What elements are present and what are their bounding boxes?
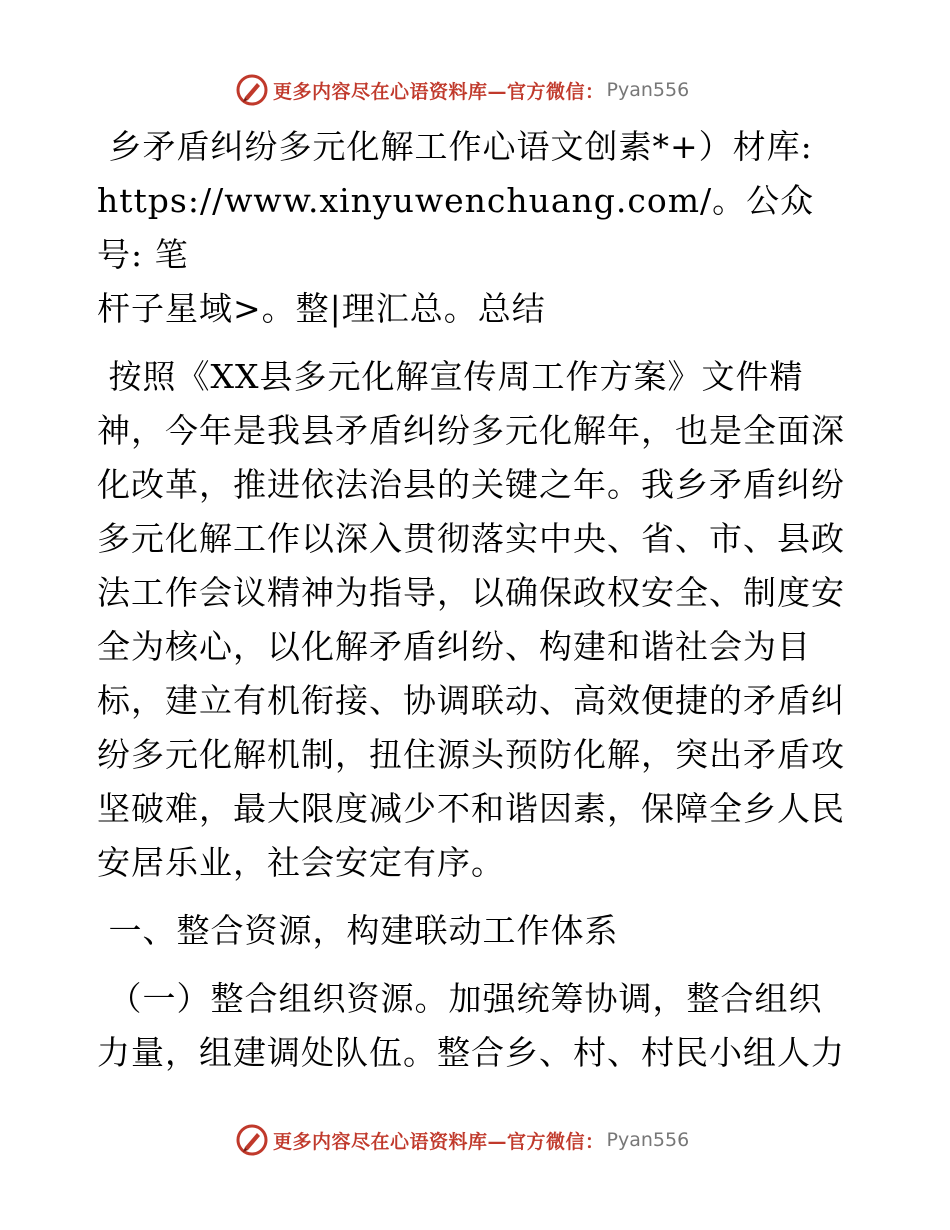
watermark-account: Pyan556 [606,79,690,101]
body-paragraph-1: 按照《XX县多元化解宣传周工作方案》文件精 神，今年是我县矛盾纠纷多元化解年，也是全面深 化改革，推进依法治县的关键之年。我乡矛盾纠纷 多元化解工作以深入贯彻落实中央、省、市、县政 法工作会议精神为指导，以确保政权安全、制度安 全为核心，以化解矛盾纠纷、构建和谐社会为目 标，建立有机衔接、协调联动、高效便捷的矛盾纠 纷多元化解机制，扭住源头预防化解，突出矛盾攻 坚破难，最大限度减少不和谐因素，保障全乡人民 安居乐业，社会安定有序。 [97,357,845,882]
footer-watermark [235,1120,689,1160]
watermark-text: 更多内容尽在心语资料库—官方微信： [273,1130,605,1153]
section-heading-1: 一、整合资源，构建联动工作体系 [97,911,619,950]
pen-logo-icon [235,73,269,107]
watermark-text: 更多内容尽在心语资料库—官方微信： [273,80,605,103]
body-paragraph-2: （一）整合组织资源。加强统筹协调，整合组织 力量，组建调处队伍。整合乡、村、村民小组人力 [97,979,845,1072]
intro-paragraph: 乡矛盾纠纷多元化解工作心语文创素*+）材库: https://www.xinyuwenchuang.com/。公众号: 笔 杆子星域>。整|理汇总。总结 [97,127,815,328]
header-watermark [235,70,689,110]
watermark-account: Pyan556 [606,1129,690,1151]
document-body [97,120,857,1094]
pen-logo-icon [235,1123,269,1157]
